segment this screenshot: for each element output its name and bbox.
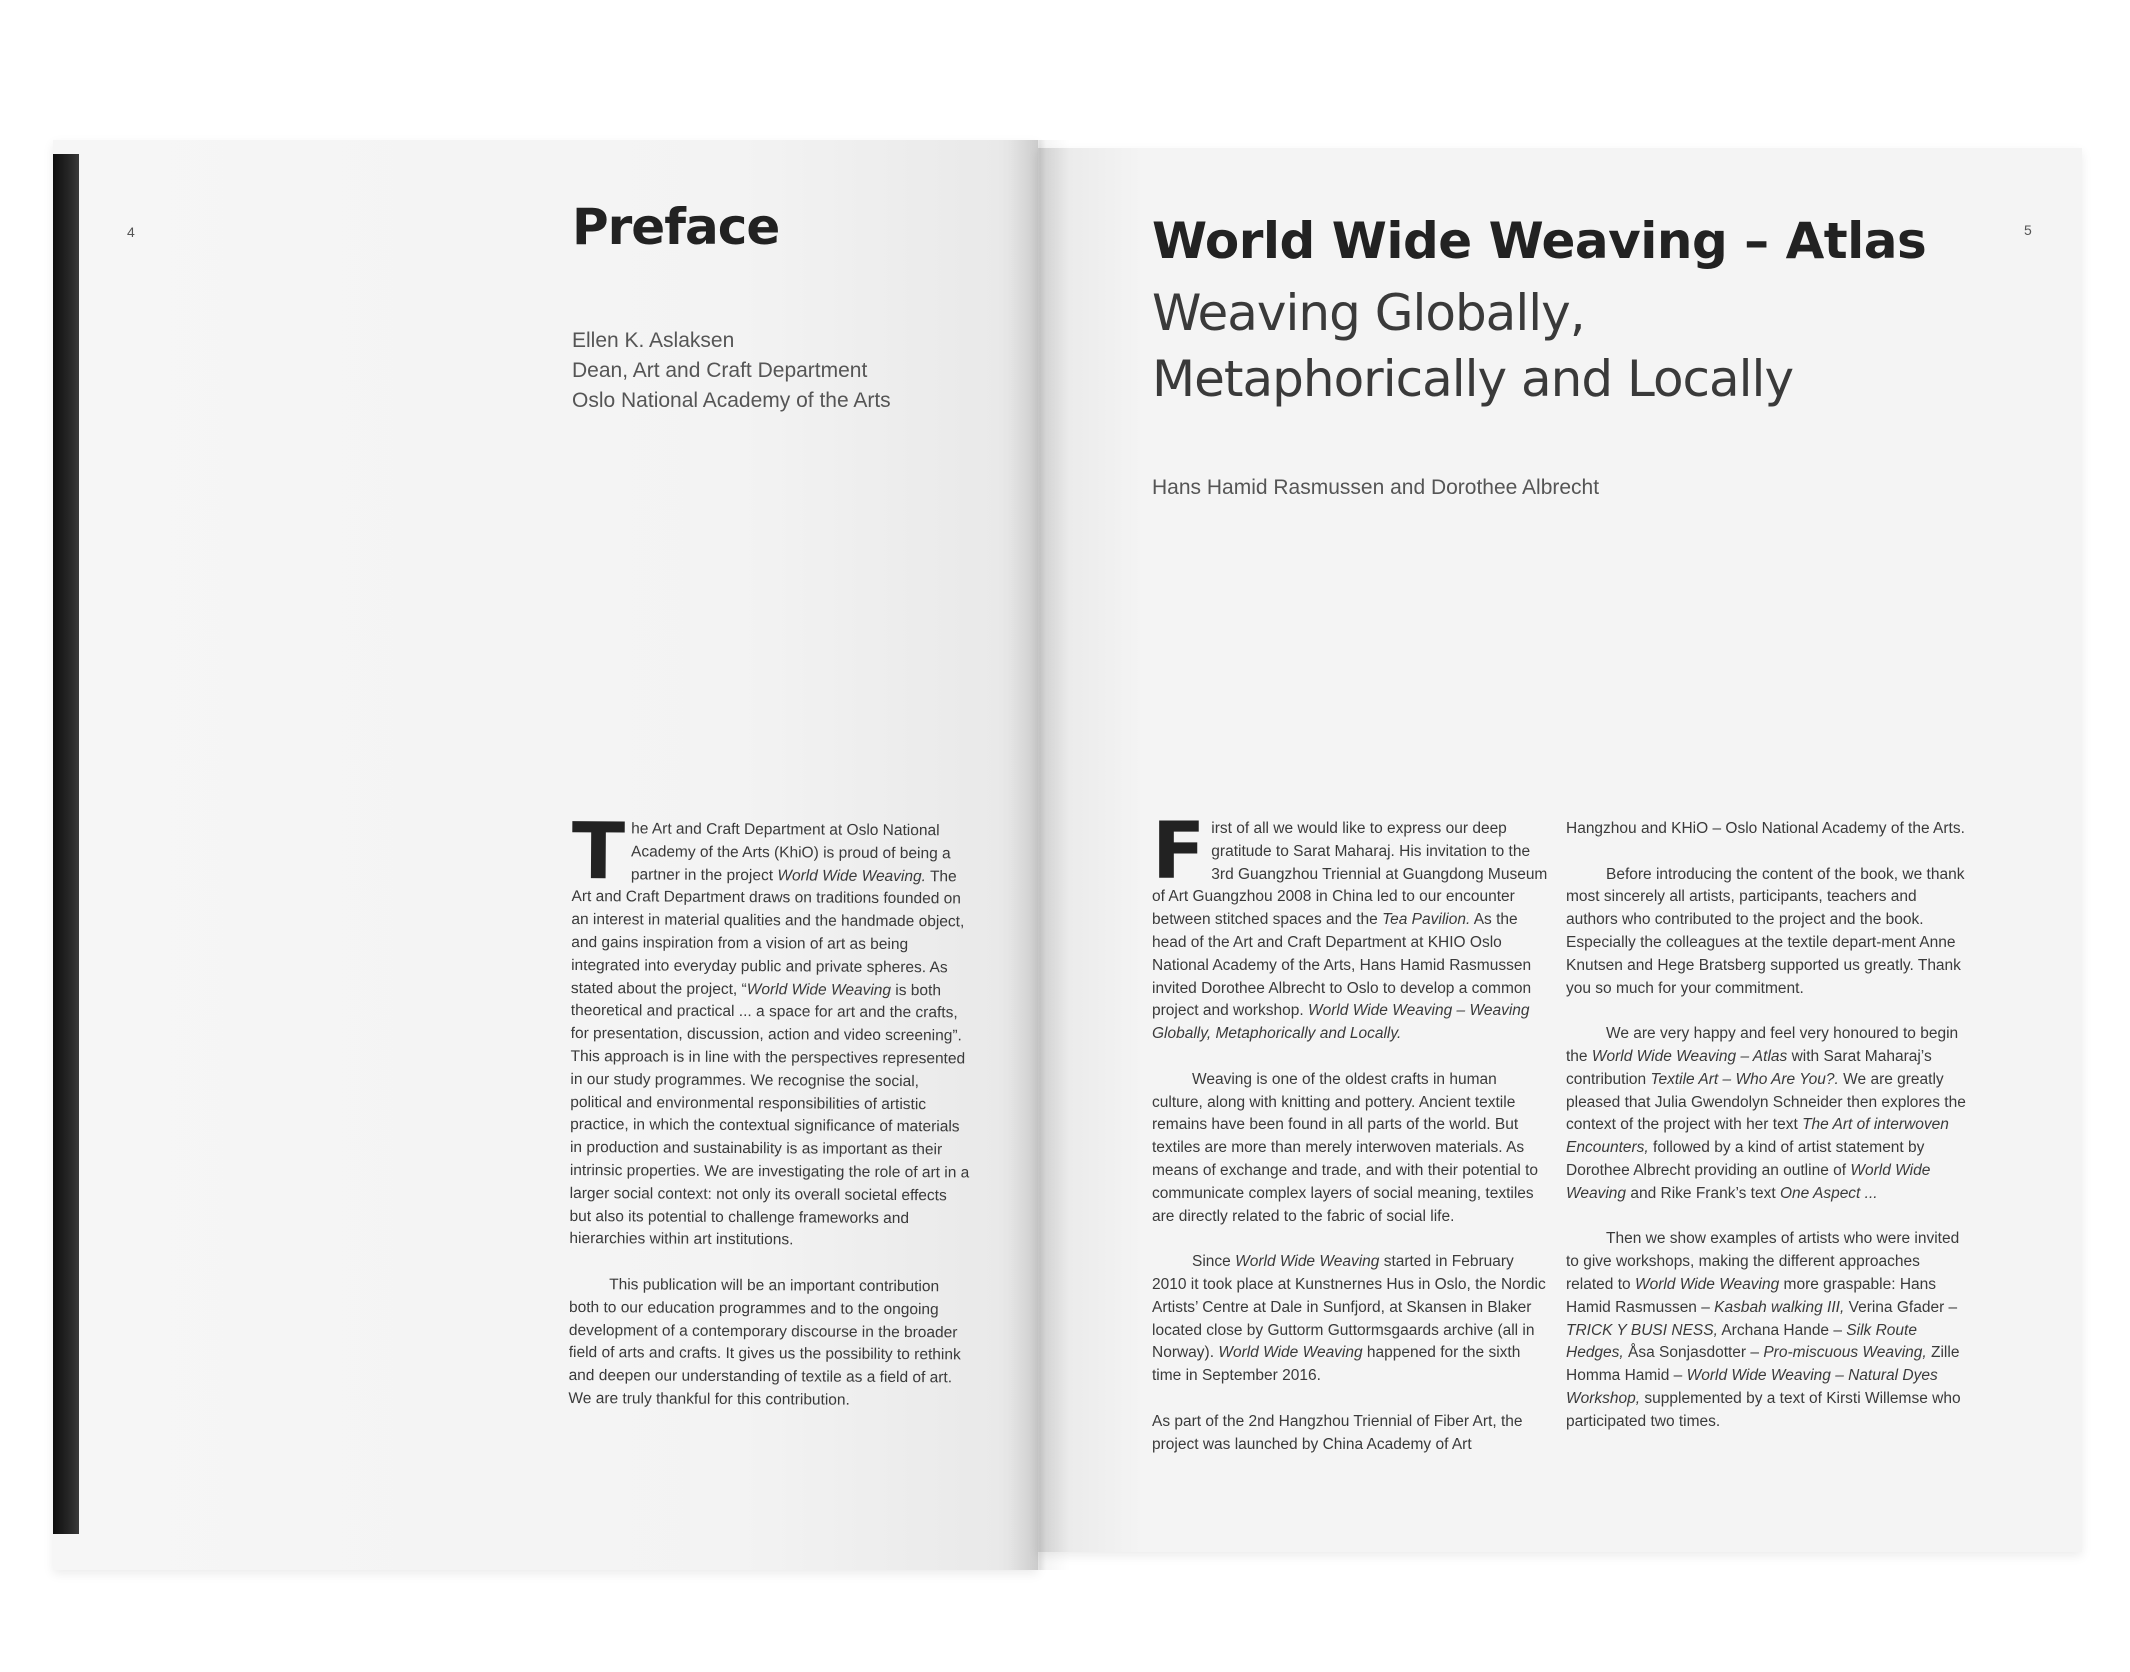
chapter-title: World Wide Weaving – Atlas [1152,212,1927,270]
byline-name: Ellen K. Aslaksen [572,329,735,352]
chapter-authors: Hans Hamid Rasmussen and Dorothee Albrecht [1152,476,1600,499]
page-number-right: 5 [2024,222,2032,238]
byline [572,326,891,416]
col1-paragraph-1: First of all we would like to express our deep gratitude to Sarat Maharaj. His invitation to the 3rd Guangzhou Triennial at Guangdong Museum of Art Guangzhou 2008 in China led to our encounter between stitched spaces and the Tea Pavilion. As the head of the Art and Craft Department at KHIO Oslo National Academy of the Arts, Hans Hamid Rasmussen invited Dorothee Albrecht to Oslo to develop a common project and workshop. World Wide Weaving – Weaving Globally, Metaphorically and Locally. [1152,807,1548,1043]
drop-cap: T [571,807,626,898]
col2-paragraph-2: Before introducing the content of the book, we thank most sincerely all artists, participants, teachers and authors who contributed to the project and the book. Especially the colleagues at the textile depart-ment Anne Knutsen and Hege Bratsberg supported us greatly. Thank you so much for your commitment. [1566,865,1965,997]
preface-paragraph-1: The Art and Craft Department at Oslo National Academy of the Arts (KhiO) is proud of being a partner in the project World Wide Weaving. The Art and Craft Department draws on traditions founded on an interest in material qualities and the handmade object, and gains inspiration from a vision of art as being integrated into everyday public and private spheres. As stated about the project, “World Wide Weaving is both theoretical and practical ... a space for art and the crafts, for presentation, discussion, action and video screening”. This approach is in line with the perspectives represented in our study programmes. We recognise the social, political and environmental responsibilities of artistic practice, in which the contextual significance of materials in production and sustainability is as important as their intrinsic properties. We are investigating the role of art in a larger social context: not only its overall societal effects but also its potential to challenge frameworks and hierarchies within art institutions. [569,807,970,1249]
page-number-left: 4 [127,224,135,240]
col1-paragraph-3: Since World Wide Weaving started in February 2010 it took place at Kunstnernes Hus in Oslo, the Nordic Artists’ Centre at Dale in Sunfjord, at Skansen in Blaker located close by Guttorm Guttormsgaards archive (all in Norway). World Wide Weaving happened for the sixth time in September 2016. [1152,1253,1546,1385]
chapter-column-2 [1566,818,1966,1434]
book-cover-edge [53,154,79,1534]
preface-paragraph-2: This publication will be an important contribution both to our education programmes and to the ongoing development of a contemporary discourse in the broader field of arts and crafts. It gives us the possibility to rethink and deepen our understanding of textile as a field of art. We are truly thankful for this contribution. [568,1276,961,1409]
col1-paragraph-2: Weaving is one of the oldest crafts in human culture, along with knitting and pottery. Ancient textile remains have been found in all parts of the world. But textiles are more than merely interwoven materials. As means of exchange and trade, and with their potential to communicate complex layers of social meaning, textiles are directly related to the fabric of social life. [1152,1070,1539,1225]
spine-shadow [1010,140,1070,1570]
col2-paragraph-4: Then we show examples of artists who were invited to give workshops, making the different approaches related to World Wide Weaving more graspable: Hans Hamid Rasmussen – Kasbah walking III, Verina Gfader – TRICK Y BUSI NESS, Archana Hande – Silk Route Hedges, Åsa Sonjasdotter – Pro-miscuous Weaving, Zille Homma Hamid – World Wide Weaving – Natural Dyes Workshop, supplemented by a text of Kirsti Willemse who participated two times. [1566,1230,1961,1430]
preface-title: Preface [572,198,780,256]
byline-role: Dean, Art and Craft Department [572,359,868,382]
drop-cap: F [1152,807,1206,897]
chapter-column-1 [1152,807,1548,1456]
col2-paragraph-3: We are very happy and feel very honoured to begin the World Wide Weaving – Atlas with Sarat Maharaj’s contribution Textile Art – Who Are You?. We are greatly pleased that Julia Gwendolyn Schneider then explores the context of the project with her text The Art of interwoven Encounters, followed by a kind of artist statement by Dorothee Albrecht providing an outline of World Wide Weaving and Rike Frank’s text One Aspect ... [1566,1025,1966,1202]
col1-paragraph-4: As part of the 2nd Hangzhou Triennial of Fiber Art, the project was launched by China Academy of Art [1152,1412,1523,1453]
preface-body [568,807,972,1413]
col2-paragraph-1: Hangzhou and KHiO – Oslo National Academy of the Arts. [1566,820,1965,837]
byline-institution: Oslo National Academy of the Arts [572,389,891,412]
chapter-subtitle: Weaving Globally, Metaphorically and Locally [1152,284,1794,408]
